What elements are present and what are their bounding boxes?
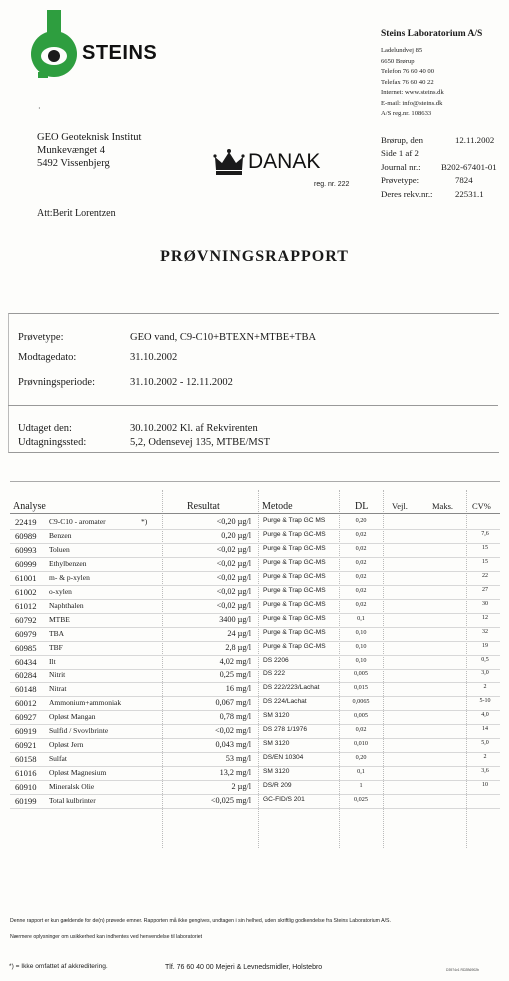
lab-address-line: A/S reg.nr. 108633 xyxy=(381,110,432,117)
method-value: GC-FID/S 201 xyxy=(263,796,305,803)
analysis-code: 60927 xyxy=(15,712,37,722)
method-value: DS/R 209 xyxy=(263,782,292,789)
sampling-site-value: 5,2, Odensevej 135, MTBE/MST xyxy=(130,437,270,448)
result-value: <0,02 µg/l xyxy=(216,573,251,582)
row-separator xyxy=(10,557,500,558)
analysis-code: 60792 xyxy=(15,615,37,625)
analysis-code: 61012 xyxy=(15,601,37,611)
method-value: Purge & Trap GC-MS xyxy=(263,629,326,636)
analysis-code: 60993 xyxy=(15,545,37,555)
meta-label: Brørup, den xyxy=(381,135,424,145)
detection-limit: 0,02 xyxy=(355,531,367,538)
meta-label: Side 1 af 2 xyxy=(381,148,419,159)
footer-accreditation-note: *) = Ikke omfattet af akkreditering. xyxy=(9,963,108,970)
analysis-code: 60919 xyxy=(15,726,37,736)
analysis-name: Mineralsk Olie xyxy=(49,782,95,791)
analysis-name: Opløst Jern xyxy=(49,740,84,749)
cv-value: 15 xyxy=(482,559,488,565)
meta-value: 22531.1 xyxy=(455,188,484,199)
header-max: Maks. xyxy=(432,501,454,511)
analysis-name: Opløst Mangan xyxy=(49,712,96,721)
row-separator xyxy=(10,696,500,697)
analysis-name: m- & p-xylen xyxy=(49,573,90,582)
detection-limit: 0,20 xyxy=(355,517,367,524)
sample-type-value: GEO vand, C9-C10+BTEXN+MTBE+TBA xyxy=(130,332,317,343)
test-period-label: Prøvningsperiode: xyxy=(18,377,95,388)
analysis-name: Nitrit xyxy=(49,670,66,679)
sample-type-label: Prøvetype: xyxy=(18,332,64,343)
detection-limit: 0,005 xyxy=(354,712,368,719)
result-value: 2 µg/l xyxy=(231,782,251,791)
cv-value: 27 xyxy=(482,587,488,593)
detection-limit: 0,0065 xyxy=(352,698,370,705)
detection-limit: 0,1 xyxy=(357,768,365,775)
result-value: 3400 µg/l xyxy=(219,615,251,624)
report-meta xyxy=(381,134,497,201)
detection-limit: 0,010 xyxy=(354,740,368,747)
meta-row xyxy=(381,134,495,147)
method-value: Purge & Trap GC-MS xyxy=(263,643,326,650)
analysis-code: 60979 xyxy=(15,629,37,639)
analysis-name: Benzen xyxy=(49,531,72,540)
analysis-name: Sulfid / Svovlbrinte xyxy=(49,726,109,735)
sampling-site-label: Udtagningssted: xyxy=(18,437,87,448)
method-value: Purge & Trap GC-MS xyxy=(263,587,326,594)
analysis-name: TBF xyxy=(49,643,63,652)
result-value: 53 mg/l xyxy=(225,754,251,763)
detection-limit: 0,10 xyxy=(355,657,367,664)
cv-value: 2 xyxy=(483,684,487,690)
row-separator xyxy=(10,724,500,725)
cv-value: 10 xyxy=(482,782,488,788)
lab-name: Steins Laboratorium A/S xyxy=(381,29,483,39)
analysis-name: Naphthalen xyxy=(49,601,84,610)
method-value: Purge & Trap GC-MS xyxy=(263,559,326,566)
detection-limit: 1 xyxy=(359,782,363,789)
result-value: 16 mg/l xyxy=(225,684,251,693)
recipient-address xyxy=(37,131,141,170)
row-separator xyxy=(10,808,500,809)
analysis-name: TBA xyxy=(49,629,64,638)
test-period-value: 31.10.2002 - 12.11.2002 xyxy=(130,377,233,388)
meta-row xyxy=(381,161,497,174)
result-value: <0,02 µg/l xyxy=(216,601,251,610)
meta-value: B202-67401-01 xyxy=(441,161,497,172)
analysis-code: 61016 xyxy=(15,768,37,778)
result-value: 0,20 µg/l xyxy=(221,531,251,540)
detection-limit: 0,005 xyxy=(354,670,368,677)
cv-value: 2 xyxy=(483,754,487,760)
result-value: 0,043 mg/l xyxy=(215,740,251,749)
analysis-code: 60434 xyxy=(15,657,37,667)
sampled-date-label: Udtaget den: xyxy=(18,423,72,434)
lab-address-line: E-mail: info@steins.dk xyxy=(381,99,443,107)
lab-address-line: Ladelundvej 85 xyxy=(381,47,423,54)
analysis-name: Ethylbenzen xyxy=(49,559,87,568)
method-value: DS 278 1/1976 xyxy=(263,726,307,733)
analysis-code: 60148 xyxy=(15,684,37,694)
meta-row xyxy=(381,147,432,160)
detection-limit: 0,02 xyxy=(355,559,367,566)
analysis-code: 60921 xyxy=(15,740,37,750)
meta-value: 12.11.2002 xyxy=(455,135,495,145)
received-date-value: 31.10.2002 xyxy=(130,352,178,363)
cv-value: 12 xyxy=(482,615,488,621)
received-date-label: Modtagedato: xyxy=(18,352,77,363)
cv-value: 32 xyxy=(482,629,488,635)
detection-limit: 0,025 xyxy=(354,796,368,803)
lab-address xyxy=(381,46,444,120)
cv-value: 30 xyxy=(482,601,488,607)
row-separator xyxy=(10,780,500,781)
method-value: Purge & Trap GC-MS xyxy=(263,531,326,538)
result-value: 24 µg/l xyxy=(227,629,251,638)
row-separator xyxy=(10,627,500,628)
analysis-name: Total kulbrinter xyxy=(49,796,96,805)
detection-limit: 0,1 xyxy=(357,615,365,622)
row-separator xyxy=(10,738,500,739)
steins-logo-text: STEINS xyxy=(82,42,158,64)
header-dl: DL xyxy=(355,501,369,512)
analysis-code: 60910 xyxy=(15,782,37,792)
row-separator xyxy=(10,710,500,711)
footer-uncertainty-note: Nærmere oplysninger om usikkerhed kan indhentes ved henvendelse til laboratoriet xyxy=(10,934,203,940)
attention-line: Att:Berit Lorentzen xyxy=(37,208,116,219)
detection-limit: 0,015 xyxy=(354,684,368,691)
result-value: <0,02 µg/l xyxy=(216,559,251,568)
result-value: <0,02 µg/l xyxy=(216,587,251,596)
mark-dot: · xyxy=(38,104,41,113)
method-value: DS 2206 xyxy=(263,657,289,664)
meta-label: Journal nr.: xyxy=(381,161,421,172)
header-method: Metode xyxy=(262,501,293,512)
row-separator xyxy=(10,585,500,586)
meta-label: Deres rekv.nr.: xyxy=(381,188,433,199)
detection-limit: 0,10 xyxy=(355,629,367,636)
analysis-code: 61001 xyxy=(15,573,37,583)
analysis-code: 60199 xyxy=(15,796,37,806)
result-value: 0,067 mg/l xyxy=(215,698,251,707)
method-value: DS 224/Lachat xyxy=(263,698,307,705)
result-value: 0,25 mg/l xyxy=(219,670,251,679)
row-separator xyxy=(10,599,500,600)
header-cv: CV% xyxy=(472,501,491,511)
result-value: 2,8 µg/l xyxy=(225,643,251,652)
detection-limit: 0,02 xyxy=(355,573,367,580)
analysis-code: 60158 xyxy=(15,754,37,764)
recipient-line: 5492 Vissenbjerg xyxy=(37,158,110,169)
recipient-line: GEO Geoteknisk Institut xyxy=(37,132,142,143)
result-value: 0,78 mg/l xyxy=(219,712,251,721)
method-value: Purge & Trap GC-MS xyxy=(263,573,326,580)
header-rule xyxy=(10,513,500,514)
analysis-name: MTBE xyxy=(49,615,70,624)
analysis-code: 60284 xyxy=(15,670,37,680)
analysis-code: 60989 xyxy=(15,531,37,541)
cv-value: 5,0 xyxy=(481,740,489,746)
cv-value: 4,0 xyxy=(481,712,489,718)
recipient-line: Munkevænget 4 xyxy=(37,145,105,156)
analysis-code: 60985 xyxy=(15,643,37,653)
row-separator xyxy=(10,529,500,530)
analysis-code: 60012 xyxy=(15,698,37,708)
analysis-note: *) xyxy=(141,517,148,526)
method-value: DS/EN 10304 xyxy=(263,754,304,761)
meta-row xyxy=(381,188,484,201)
header-guideline: Vejl. xyxy=(392,501,408,511)
method-value: SM 3120 xyxy=(263,712,290,719)
analysis-name: Nitrat xyxy=(49,684,67,693)
analysis-name: o-xylen xyxy=(49,587,72,596)
row-separator xyxy=(10,543,500,544)
cv-value: 15 xyxy=(482,545,488,551)
cv-value: 22 xyxy=(482,573,488,579)
analysis-name: Ammonium+ammoniak xyxy=(49,698,122,707)
method-value: SM 3120 xyxy=(263,768,290,775)
header-analysis: Analyse xyxy=(13,501,46,512)
analysis-code: 61002 xyxy=(15,587,37,597)
analysis-code: 60999 xyxy=(15,559,37,569)
method-value: Purge & Trap GC MS xyxy=(263,517,326,524)
detection-limit: 0,02 xyxy=(355,601,367,608)
method-value: SM 3120 xyxy=(263,740,290,747)
result-value: <0,02 mg/l xyxy=(214,726,251,735)
info-divider xyxy=(8,405,498,406)
detection-limit: 0,02 xyxy=(355,545,367,552)
cv-value: 7,6 xyxy=(481,531,489,537)
row-separator xyxy=(10,613,500,614)
analysis-name: C9-C10 - aromater xyxy=(49,517,106,526)
row-separator xyxy=(10,641,500,642)
header-result: Resultat xyxy=(187,501,220,512)
result-value: 4,02 mg/l xyxy=(219,657,251,666)
steins-flask-logo-icon xyxy=(30,10,78,80)
footer-disclaimer: Denne rapport er kun gældende for de(n) prøvede emner. Rapporten må ikke gengives, undtagen i sin helhed, uden skriftlig godkendelse fra Steins Laboratorium A/S. xyxy=(10,918,391,924)
crown-icon xyxy=(213,148,245,178)
detection-limit: 0,10 xyxy=(355,643,367,650)
footer-contact: Tlf. 76 60 40 00 Mejeri & Levnedsmidler, Holstebro xyxy=(165,964,323,971)
row-separator xyxy=(10,682,500,683)
danak-mark: DANAK xyxy=(248,150,321,173)
analysis-name: Opløst Magnesium xyxy=(49,768,107,777)
meta-value: 7824 xyxy=(455,175,473,186)
result-value: <0,02 µg/l xyxy=(216,545,251,554)
lab-address-line: Telefon 76 60 40 00 xyxy=(381,68,435,75)
lab-address-line: Internet: www.steins.dk xyxy=(381,89,444,96)
detection-limit: 0,02 xyxy=(355,587,367,594)
meta-row xyxy=(381,174,473,187)
meta-label: Prøvetype: xyxy=(381,175,420,186)
cv-value: 0,5 xyxy=(481,657,489,663)
lab-address-line: Telefax 76 60 40 22 xyxy=(381,78,434,86)
cv-value: 3,0 xyxy=(481,670,489,676)
analysis-name: Toluen xyxy=(49,545,70,554)
row-separator xyxy=(10,766,500,767)
row-separator xyxy=(10,571,500,572)
cv-value: 19 xyxy=(482,643,488,649)
analysis-code: 22419 xyxy=(15,517,37,527)
row-separator xyxy=(10,655,500,656)
row-separator xyxy=(10,794,500,795)
detection-limit: 0,02 xyxy=(355,726,367,733)
result-value: <0,025 mg/l xyxy=(210,796,251,805)
sampled-date-value: 30.10.2002 Kl. af Rekvirenten xyxy=(130,423,258,434)
detection-limit: 0,20 xyxy=(355,754,367,761)
method-value: Purge & Trap GC-MS xyxy=(263,615,326,622)
cv-value: 3,6 xyxy=(481,768,489,774)
method-value: DS 222 xyxy=(263,670,285,677)
report-title: PRØVNINGSRAPPORT xyxy=(160,248,349,265)
lab-address-line: 6650 Brørup xyxy=(381,57,415,65)
result-value: <0,20 µg/l xyxy=(216,517,251,526)
method-value: DS 222/223/Lachat xyxy=(263,684,320,691)
footer-doc-code: D3974v1 RD2B6902b xyxy=(446,968,479,972)
danak-reg-number: reg. nr. 222 xyxy=(314,181,350,188)
result-value: 13,2 mg/l xyxy=(219,768,251,777)
row-separator xyxy=(10,752,500,753)
analysis-name: Ilt xyxy=(49,657,56,666)
method-value: Purge & Trap GC-MS xyxy=(263,601,326,608)
cv-value: 14 xyxy=(482,726,488,732)
cv-value: 5-10 xyxy=(479,698,491,704)
analysis-name: Sulfat xyxy=(49,754,67,763)
method-value: Purge & Trap GC-MS xyxy=(263,545,326,552)
